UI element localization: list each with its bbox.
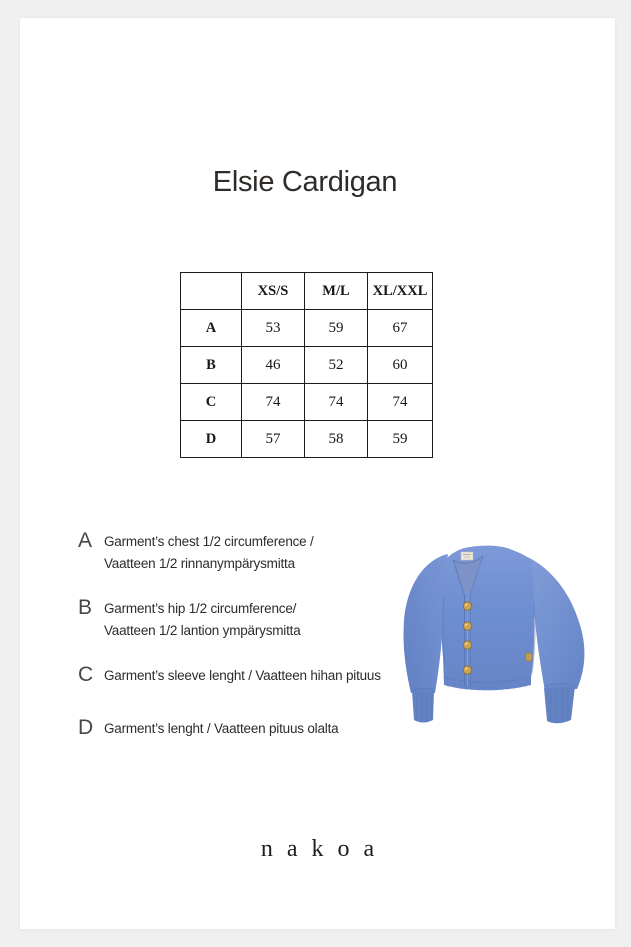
cardigan-left-sleeve	[404, 554, 448, 723]
table-row-d	[181, 421, 433, 458]
size-table-col-xs-s: XS/S	[242, 273, 305, 310]
size-table-col-xl-xxl: XL/XXL	[368, 273, 433, 310]
side-brand-tag	[526, 653, 532, 661]
table-row-c	[181, 384, 433, 421]
product-photo	[398, 537, 590, 727]
size-guide-page	[20, 18, 615, 929]
cell-c-m-l: 74	[305, 384, 368, 421]
cell-a-xs-s: 53	[242, 310, 305, 347]
cell-d-m-l: 58	[305, 421, 368, 458]
row-label: C	[181, 384, 242, 421]
legend-item-a	[78, 530, 314, 575]
cell-b-xl-xxl: 60	[368, 347, 433, 384]
table-row-b	[181, 347, 433, 384]
legend-letter-c: C	[78, 663, 94, 686]
blue-cardigan-image	[398, 537, 590, 727]
table-row-a	[181, 310, 433, 347]
neck-label-tag	[461, 552, 473, 560]
row-label: A	[181, 310, 242, 347]
legend-text-c-line1: Garment’s sleeve lenght / Vaatteen hihan pituus	[104, 668, 381, 683]
cell-b-m-l: 52	[305, 347, 368, 384]
legend-text-a-line1: Garment’s chest 1/2 circumference /	[104, 534, 314, 549]
legend-item-d	[78, 717, 338, 740]
size-table-col-m-l: M/L	[305, 273, 368, 310]
legend-letter-a: A	[78, 529, 93, 552]
size-table-header-row	[181, 273, 433, 310]
legend-letter-b: B	[78, 596, 93, 619]
legend-item-b	[78, 597, 301, 642]
legend-text-b-line2: Vaatteen 1/2 lantion ympärysmitta	[104, 623, 301, 638]
size-table-corner-cell	[181, 273, 242, 310]
cell-c-xl-xxl: 74	[368, 384, 433, 421]
cell-d-xl-xxl: 59	[368, 421, 433, 458]
cell-d-xs-s: 57	[242, 421, 305, 458]
legend-text-b-line1: Garment’s hip 1/2 circumference/	[104, 601, 297, 616]
row-label: B	[181, 347, 242, 384]
legend-text-d-line1: Garment’s lenght / Vaatteen pituus olalta	[104, 721, 339, 736]
legend-item-c	[78, 664, 381, 687]
cell-c-xs-s: 74	[242, 384, 305, 421]
size-table	[180, 272, 433, 458]
brand-logo: nakoa	[260, 836, 389, 862]
row-label: D	[181, 421, 242, 458]
legend-letter-d: D	[78, 716, 94, 739]
page-title: Elsie Cardigan	[212, 166, 398, 198]
legend-text-a-line2: Vaatteen 1/2 rinnanympärysmitta	[104, 556, 295, 571]
cell-b-xs-s: 46	[242, 347, 305, 384]
cell-a-xl-xxl: 67	[368, 310, 433, 347]
cell-a-m-l: 59	[305, 310, 368, 347]
